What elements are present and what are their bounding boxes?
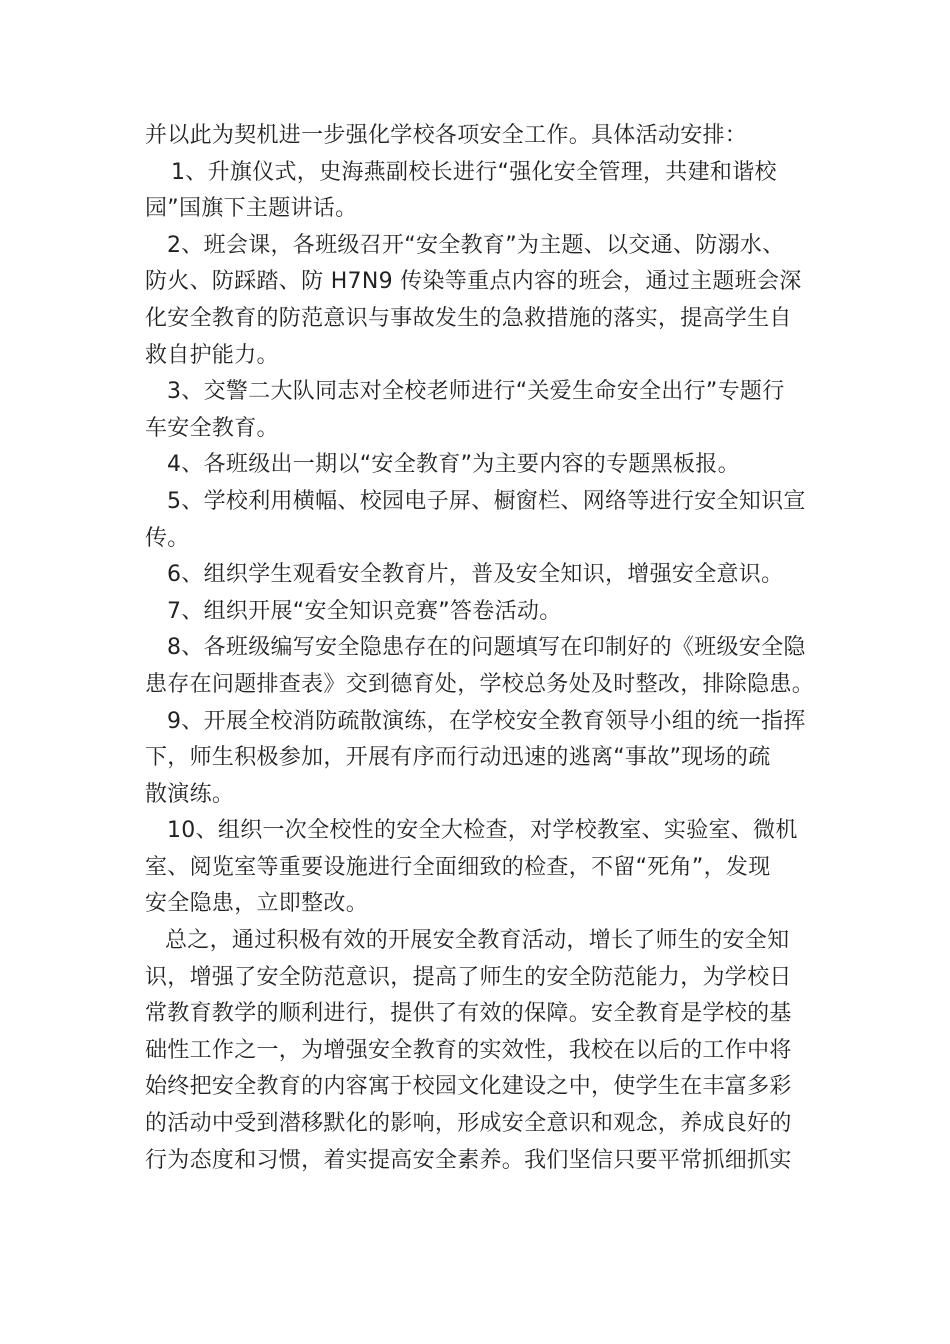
text-line: 2、班会课，各班级召开“安全教育”为主题、以交通、防溺水、 [167,232,785,258]
text-line: 础性工作之一，为增强安全教育的实效性，我校在以后的工作中将 [145,1037,792,1063]
text-line: 车安全教育。 [145,415,279,441]
text-line: 始终把安全教育的内容寓于校园文化建设之中，使学生在丰富多彩 [145,1074,792,1100]
text-line: 常教育教学的顺利进行，提供了有效的保障。安全教育是学校的基 [145,1001,792,1027]
text-line: 8、各班级编写安全隐患存在的问题填写在印制好的《班级安全隐 [167,635,806,661]
text-line: 3、交警二大队同志对全校老师进行“关爱生命安全出行”专题行 [167,379,785,405]
text-line: 6、组织学生观看安全教育片，普及安全知识，增强安全意识。 [167,562,784,588]
text-line: 识，增强了安全防范意识，提高了师生的安全防范能力，为学校日 [145,964,792,990]
text-line: 化安全教育的防范意识与事故发生的急救措施的落实，提高学生自 [145,305,792,331]
text-line: 总之，通过积极有效的开展安全教育活动，增长了师生的安全知 [165,928,790,954]
text-line: 并以此为契机进一步强化学校各项安全工作。具体活动安排： [145,123,748,148]
text-line: 传。 [145,525,190,551]
text-line: 室、阅览室等重要设施进行全面细致的检查，不留“死角”，发现 [145,854,771,880]
text-line: 园”国旗下主题讲话。 [145,196,358,222]
text-line: 4、各班级出一期以“安全教育”为主要内容的专题黑板报。 [167,452,740,478]
text-line: 的活动中受到潜移默化的影响，形成安全意识和观念，养成良好的 [145,1111,792,1137]
text-line: 下，师生积极参加，开展有序而行动迅速的逃离“事故”现场的疏 [145,745,771,771]
text-line: 安全隐患，立即整改。 [145,891,369,917]
text-line: 救自护能力。 [145,342,279,368]
text-line: 患存在问题排查表》交到德育处，学校总务处及时整改，排除隐患。 [145,671,815,697]
document-body [145,118,815,1179]
text-line: 防火、防踩踏、防 H7N9 传染等重点内容的班会，通过主题班会深 [145,269,802,295]
text-line: 7、组织开展“安全知识竞赛”答卷活动。 [167,598,562,624]
text-line: 5、学校利用横幅、校园电子屏、橱窗栏、网络等进行安全知识宣 [167,488,806,514]
text-line: 9、开展全校消防疏散演练，在学校安全教育领导小组的统一指挥 [167,708,806,734]
text-line: 散演练。 [145,781,235,807]
text-line: 行为态度和习惯，着实提高安全素养。我们坚信只要平常抓细抓实 [145,1147,792,1173]
text-line: 10、组织一次全校性的安全大检查，对学校教室、实验室、微机 [167,818,798,844]
text-line: 1、升旗仪式，史海燕副校长进行“强化安全管理，共建和谐校 [171,159,777,185]
